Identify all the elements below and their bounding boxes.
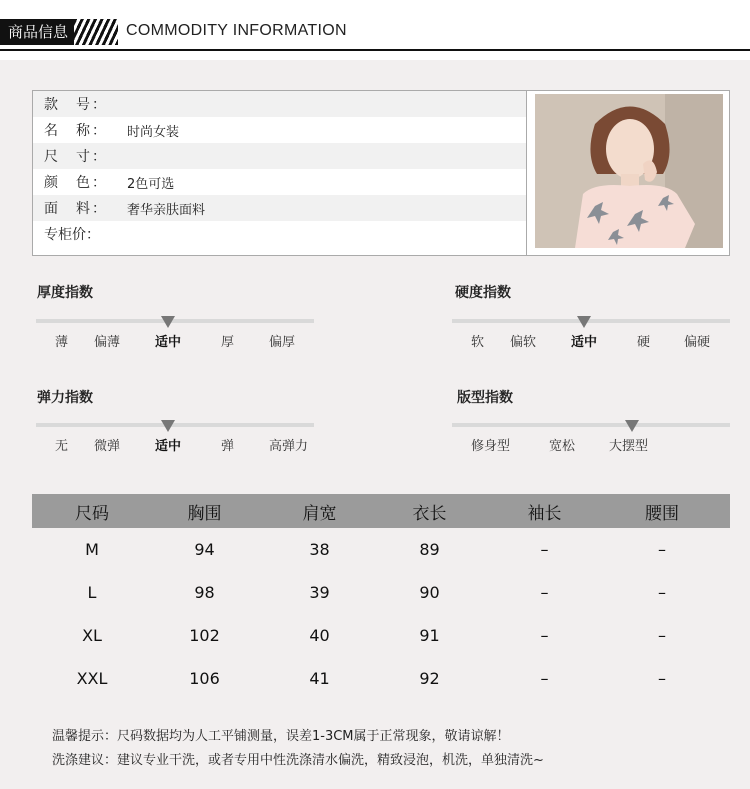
- info-row: [33, 117, 527, 143]
- column-header: 腰围: [645, 503, 679, 524]
- column-header: 胸围: [187, 503, 222, 524]
- hardness-marker-icon: [577, 316, 591, 328]
- thickness-option: 薄: [55, 335, 69, 350]
- table-cell: –: [658, 540, 666, 559]
- table-cell: 106: [189, 669, 220, 688]
- size-table: [32, 494, 730, 700]
- size-tip-note: 温馨提示：尺码数据均为人工平铺测量，误差1-3CM属于正常现象，敬请谅解！: [52, 729, 510, 744]
- fit-option: 宽松: [549, 439, 576, 454]
- table-cell: –: [540, 583, 549, 602]
- size-table-header: [32, 494, 730, 528]
- column-header: 袖长: [527, 503, 562, 524]
- wash-advice-note: 洗涤建议：建议专业干洗，或者专用中性洗涤清水偏洗，精致浸泡，机洗，单独清洗~: [52, 753, 544, 768]
- hardness-option-selected: 适中: [571, 335, 598, 350]
- info-label: 名 称：: [44, 123, 108, 139]
- info-table: [32, 90, 528, 256]
- table-row: [32, 614, 730, 657]
- column-header: 肩宽: [302, 503, 337, 524]
- header-divider: [0, 49, 750, 51]
- table-cell: 38: [309, 540, 330, 559]
- fit-option: 修身型: [471, 439, 511, 454]
- table-row: [32, 657, 730, 700]
- info-row: [33, 143, 527, 169]
- hardness-index-bar: [452, 319, 730, 323]
- info-value: 2色可选: [127, 176, 175, 192]
- elasticity-option: 无: [55, 439, 69, 454]
- table-row: [32, 528, 730, 571]
- elasticity-index-title: 弹力指数: [37, 390, 93, 406]
- hardness-option: 偏硬: [684, 335, 711, 350]
- info-row: [33, 195, 527, 221]
- table-cell: 89: [419, 540, 440, 559]
- elasticity-option: 微弹: [94, 439, 121, 454]
- hardness-option: 偏软: [510, 335, 537, 350]
- elasticity-option-selected: 适中: [155, 439, 182, 454]
- table-cell: XL: [82, 626, 102, 645]
- info-row: [33, 221, 527, 247]
- info-label: 专柜价：: [44, 227, 100, 243]
- table-cell: –: [658, 669, 666, 688]
- info-value: 时尚女装: [127, 124, 180, 140]
- fit-marker-icon: [625, 420, 639, 432]
- thickness-marker-icon: [161, 316, 175, 328]
- hardness-index-title: 硬度指数: [455, 285, 511, 301]
- table-cell: M: [85, 540, 99, 559]
- table-cell: 41: [309, 669, 330, 688]
- table-cell: 94: [194, 540, 215, 559]
- fit-index-title: 版型指数: [457, 390, 513, 406]
- product-photo-frame: [526, 90, 730, 256]
- commodity-panel: [0, 60, 750, 789]
- table-cell: 98: [194, 583, 215, 602]
- elasticity-index-bar: [36, 423, 314, 427]
- table-cell: –: [540, 626, 549, 645]
- table-cell: –: [658, 626, 666, 645]
- table-cell: –: [658, 583, 666, 602]
- table-cell: 102: [189, 626, 220, 645]
- section-header: [0, 0, 750, 60]
- table-cell: 90: [419, 583, 440, 602]
- hardness-option: 软: [471, 335, 485, 350]
- column-header: 尺码: [75, 503, 109, 524]
- table-cell: –: [540, 669, 549, 688]
- elasticity-marker-icon: [161, 420, 175, 432]
- product-photo: [535, 94, 723, 248]
- elasticity-option: 弹: [221, 439, 235, 454]
- hardness-option: 硬: [637, 335, 651, 350]
- thickness-index-title: 厚度指数: [37, 285, 93, 301]
- info-label: 尺 寸：: [44, 149, 108, 165]
- info-row: [33, 169, 527, 195]
- thickness-option: 偏厚: [269, 335, 296, 350]
- info-value: 奢华亲肤面料: [127, 202, 206, 218]
- thickness-index-bar: [36, 319, 314, 323]
- table-row: [32, 571, 730, 614]
- elasticity-option: 高弹力: [269, 439, 309, 454]
- table-cell: 92: [419, 669, 440, 688]
- table-cell: XXL: [76, 669, 108, 688]
- table-cell: L: [87, 583, 97, 602]
- info-label: 面 料：: [44, 201, 108, 217]
- info-label: 款 号：: [44, 97, 108, 113]
- table-cell: 91: [419, 626, 440, 645]
- section-tag: 商品信息: [0, 19, 78, 45]
- section-title: COMMODITY INFORMATION: [126, 22, 347, 39]
- table-cell: 40: [309, 626, 330, 645]
- table-cell: 39: [309, 583, 330, 602]
- info-label: 颜 色：: [44, 175, 108, 191]
- fit-index-bar: [452, 423, 730, 427]
- table-cell: –: [540, 540, 549, 559]
- decorative-stripes: [74, 19, 118, 45]
- thickness-option-selected: 适中: [155, 335, 182, 350]
- info-row: [33, 91, 527, 117]
- fit-option-selected: 大摆型: [609, 439, 649, 454]
- column-header: 衣长: [412, 503, 447, 524]
- thickness-option: 偏薄: [94, 335, 121, 350]
- thickness-option: 厚: [221, 335, 235, 350]
